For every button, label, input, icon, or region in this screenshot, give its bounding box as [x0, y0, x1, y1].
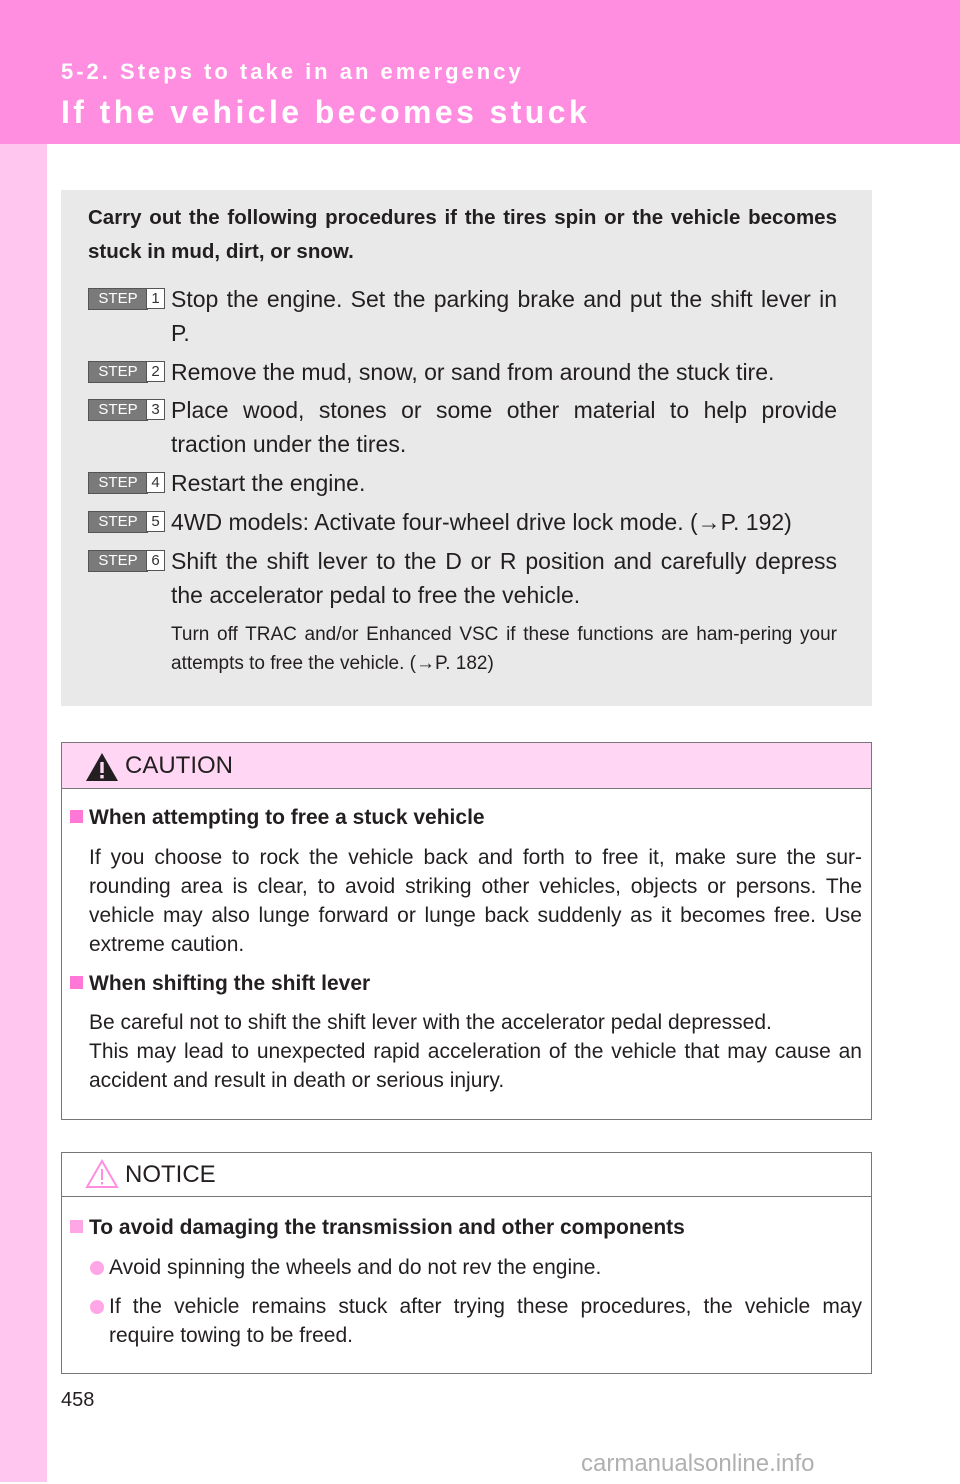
circle-bullet-icon	[90, 1261, 104, 1275]
caution-subheading-1	[70, 806, 485, 830]
step-badge	[88, 361, 164, 382]
intro-text: Carry out the following procedures if the tires spin or the vehicle becomes stuck in mud, dirt, or snow.	[88, 206, 837, 263]
step-badge-number: 6	[146, 550, 165, 571]
side-band	[0, 144, 47, 1482]
step-badge-number: 5	[146, 511, 165, 532]
step-badge	[88, 472, 164, 493]
step-badge	[88, 511, 164, 532]
square-bullet-icon	[70, 1220, 83, 1233]
notice-bullet-1: Avoid spinning the wheels and do not rev the engine.	[109, 1256, 602, 1279]
warning-triangle-outline-icon	[84, 1158, 120, 1190]
notice-subheading	[70, 1216, 685, 1240]
warning-triangle-icon	[84, 751, 120, 783]
step-text: Remove the mud, snow, or sand from around the stuck tire.	[171, 359, 775, 385]
notice-box	[61, 1152, 872, 1374]
caution-body-1: If you choose to rock the vehicle back and forth to free it, make sure the sur-rounding area is clear, to avoid striking other vehicles, objects or persons. The vehicle may also lunge forward or lunge back suddenly as it becomes free. Use extreme caution.	[89, 846, 862, 956]
caution-subheading-2	[70, 972, 370, 996]
step-text: Place wood, stones or some other material to help provide traction under the tires.	[171, 397, 837, 457]
notice-bullet-2: If the vehicle remains stuck after trying these procedures, the vehicle may require towing to be freed.	[109, 1295, 862, 1347]
notice-title: NOTICE	[125, 1161, 216, 1188]
notice-header	[62, 1153, 871, 1197]
step-badge	[88, 550, 164, 571]
caution-body-2b: This may lead to unexpected rapid acceleration of the vehicle that may cause an accident and result in death or serious injury.	[89, 1040, 862, 1092]
caution-box	[61, 742, 872, 1120]
page-number: 458	[61, 1389, 95, 1411]
step-text: 4WD models: Activate four-wheel drive lock mode. (→P. 192)	[171, 509, 792, 535]
step-badge-number: 4	[146, 472, 165, 493]
notice-subheading-text: To avoid damaging the transmission and other components	[89, 1216, 685, 1239]
step-text: Restart the engine.	[171, 470, 366, 496]
caution-subheading-2-text: When shifting the shift lever	[89, 972, 371, 995]
step-badge-label: STEP	[88, 361, 148, 383]
step-badge-label: STEP	[88, 511, 148, 533]
section-label: 5-2. Steps to take in an emergency	[61, 59, 524, 84]
step-badge-label: STEP	[88, 472, 148, 494]
step-badge-number: 1	[146, 288, 165, 309]
step-badge	[88, 399, 164, 420]
watermark: carmanualsonline.info	[581, 1450, 815, 1477]
step-badge-label: STEP	[88, 288, 148, 310]
step-note: Turn off TRAC and/or Enhanced VSC if these functions are ham-pering your attempts to free the vehicle. (→P. 182)	[171, 624, 837, 674]
step-text: Stop the engine. Set the parking brake and put the shift lever in P.	[171, 286, 837, 346]
circle-bullet-icon	[90, 1300, 104, 1314]
step-text: Shift the shift lever to the D or R position and carefully depress the accelerator pedal to free the vehicle.	[171, 548, 837, 608]
square-bullet-icon	[70, 976, 83, 989]
step-badge-label: STEP	[88, 550, 148, 572]
caution-body-2a: Be careful not to shift the shift lever with the accelerator pedal depressed.	[89, 1011, 772, 1034]
step-badge-number: 2	[146, 361, 165, 382]
step-badge-number: 3	[146, 399, 165, 420]
square-bullet-icon	[70, 810, 83, 823]
page-title: If the vehicle becomes stuck	[61, 94, 591, 130]
step-badge	[88, 288, 164, 309]
caution-header	[62, 743, 871, 789]
caution-title: CAUTION	[125, 752, 233, 779]
caution-subheading-1-text: When attempting to free a stuck vehicle	[89, 806, 485, 829]
step-badge-label: STEP	[88, 399, 148, 421]
